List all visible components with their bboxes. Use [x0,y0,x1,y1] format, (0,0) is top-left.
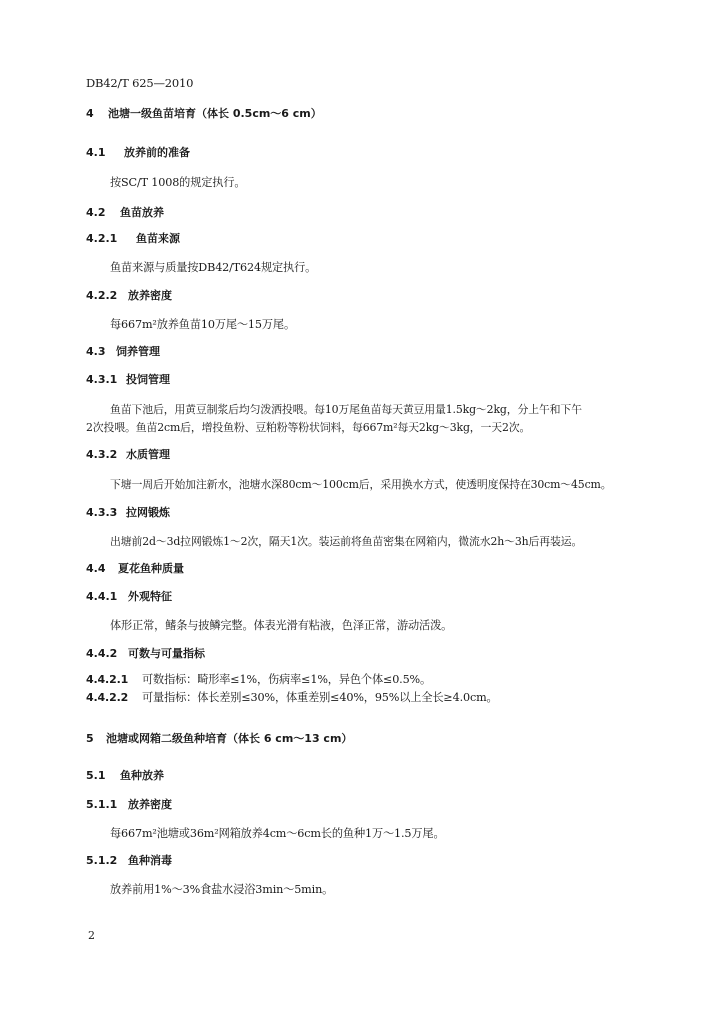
section-5-1-1-heading: 5.1.1 放养密度 [86,798,172,811]
page-number: 2 [88,929,95,942]
section-4-3-1-text-line1: 鱼苗下池后，用黄豆制浆后均匀泼洒投喂。每10万尾鱼苗每天黄豆用量1.5kg～2kg，分上午和下午 [110,403,582,416]
section-4-4-2-1: 4.4.2.1 可数指标：畸形率≤1%，伤病率≤1%，异色个体≤0.5%。 [86,673,432,686]
section-4-4-2-heading: 4.4.2 可数与可量指标 [86,647,205,660]
document-code: DB42/T 625—2010 [86,76,194,90]
section-4-3-heading: 4.3 饲养管理 [86,345,160,358]
section-4-2-1-heading: 4.2.1 鱼苗来源 [86,232,180,245]
section-5-1-2-heading: 5.1.2 鱼种消毒 [86,854,172,867]
section-4-4-heading: 4.4 夏花鱼种质量 [86,562,184,575]
section-4-3-2-heading: 4.3.2 水质管理 [86,448,170,461]
section-5-1-heading: 5.1 鱼种放养 [86,769,164,782]
section-4-3-1-heading: 4.3.1 投饲管理 [86,373,170,386]
section-4-heading: 4 池塘一级鱼苗培育（体长 0.5cm～6 cm） [86,107,322,120]
section-5-1-2-text: 放养前用1%～3%食盐水浸浴3min～5min。 [110,883,334,896]
section-4-4-2-2: 4.4.2.2 可量指标：体长差别≤30%，体重差别≤40%，95%以上全长≥4.0cm。 [86,691,498,704]
section-5-heading: 5 池塘或网箱二级鱼种培育（体长 6 cm～13 cm） [86,732,353,745]
section-4-4-1-heading: 4.4.1 外观特征 [86,590,172,603]
section-4-2-2-text: 每667m²放养鱼苗10万尾～15万尾。 [110,318,295,331]
section-4-3-2-text: 下塘一周后开始加注新水，池塘水深80cm～100cm后，采用换水方式，使透明度保持在30cm～45cm。 [110,478,612,491]
section-4-1-heading: 4.1 放养前的准备 [86,146,190,159]
section-4-1-text: 按SC/T 1008的规定执行。 [110,176,246,189]
section-5-1-1-text: 每667m²池塘或36m²网箱放养4cm～6cm长的鱼种1万～1.5万尾。 [110,827,445,840]
section-4-4-1-text: 体形正常，鳍条与披鳞完整。体表光滑有粘液，色泽正常，游动活泼。 [110,619,453,632]
section-4-3-3-heading: 4.3.3 拉网锻炼 [86,506,170,519]
section-4-3-1-text-line2: 2次投喂。鱼苗2cm后，增投鱼粉、豆粕粉等粉状饲料，每667m²每天2kg～3kg，一天2次。 [86,421,531,434]
section-4-2-1-text: 鱼苗来源与质量按DB42/T624规定执行。 [110,261,317,274]
section-4-2-heading: 4.2 鱼苗放养 [86,206,164,219]
section-4-3-3-text: 出塘前2d～3d拉网锻炼1～2次，隔天1次。装运前将鱼苗密集在网箱内，微流水2h～3h后再装运。 [110,535,583,548]
section-4-2-2-heading: 4.2.2 放养密度 [86,289,172,302]
